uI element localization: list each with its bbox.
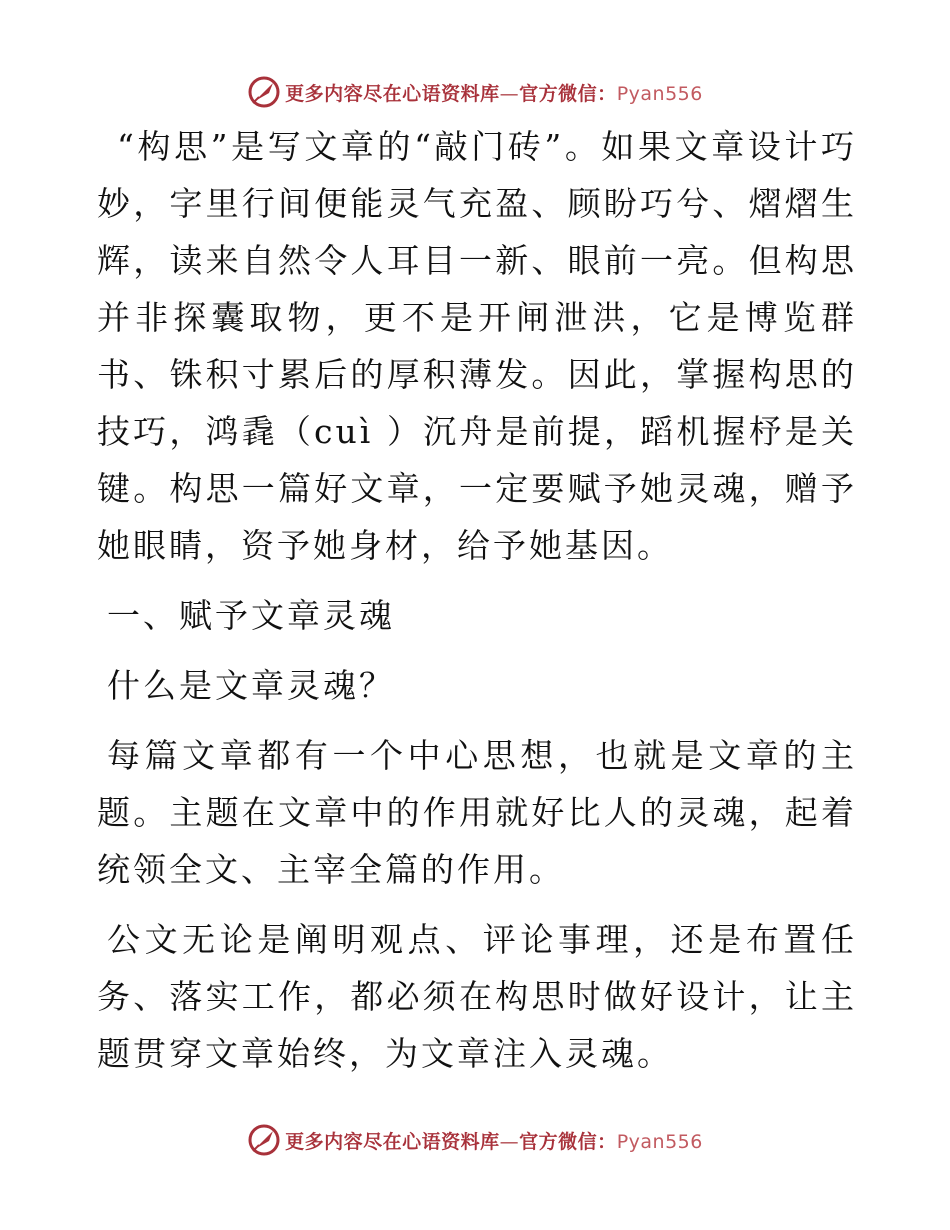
banner-wechat-label: 官方微信：	[519, 82, 617, 105]
banner-wechat-id: Pyan556	[616, 82, 703, 105]
banner-brand-text: 更多内容尽在心语资料库	[285, 1130, 500, 1153]
banner-text	[285, 1127, 703, 1154]
document-body	[97, 118, 857, 1082]
theme-paragraph: 每篇文章都有一个中心思想，也就是文章的主题。主题在文章中的作用就好比人的灵魂，起着统领全文、主宰全篇的作用。	[97, 736, 857, 889]
quill-logo-icon	[247, 1123, 281, 1157]
question-line: 什么是文章灵魂？	[107, 666, 395, 705]
footer-banner	[0, 1120, 950, 1160]
banner-text	[285, 79, 703, 106]
banner-wechat-label: 官方微信：	[519, 1130, 617, 1153]
banner-brand-text: 更多内容尽在心语资料库	[285, 82, 500, 105]
banner-dash: —	[499, 82, 520, 105]
official-paragraph: 公文无论是阐明观点、评论事理，还是布置任务、落实工作，都必须在构思时做好设计，让主题贯穿文章始终，为文章注入灵魂。	[97, 920, 857, 1073]
quill-logo-icon	[247, 75, 281, 109]
banner-dash: —	[499, 1130, 520, 1153]
header-banner	[0, 72, 950, 112]
section-heading: 一、赋予文章灵魂	[107, 596, 395, 635]
banner-wechat-id: Pyan556	[616, 1130, 703, 1153]
intro-paragraph: “构思”是写文章的“敲门砖”。如果文章设计巧妙，字里行间便能灵气充盈、顾盼巧兮、熠熠生辉，读来自然令人耳目一新、眼前一亮。但构思并非探囊取物，更不是开闸泄洪，它是博览群书、铢积寸累后的厚积薄发。因此，掌握构思的技巧，鸿毳（cuì ）沉舟是前提，蹈机握杼是关键。构思一篇好文章，一定要赋予她灵魂，赠予她眼睛，资予她身材，给予她基因。	[97, 127, 857, 565]
